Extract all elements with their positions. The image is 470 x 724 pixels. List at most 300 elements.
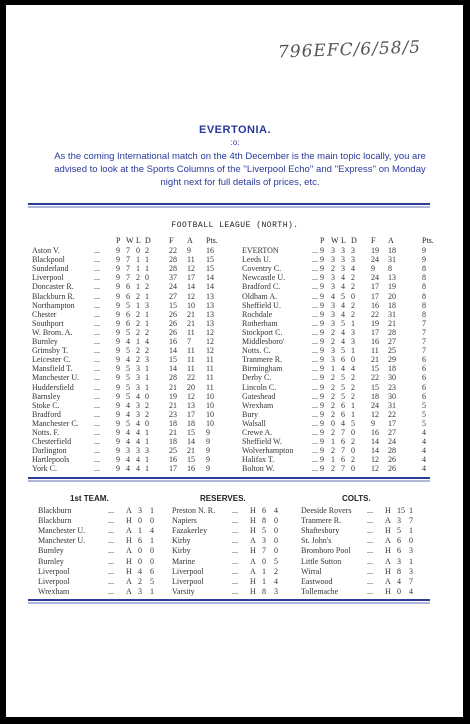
cell-p: 9 [320, 337, 324, 346]
leader-dots: ... [108, 516, 114, 526]
goals-for: 1 [262, 566, 266, 576]
cell-f: 14 [169, 364, 177, 374]
cell-d: 0 [351, 428, 355, 437]
cell-p: 9 [116, 318, 120, 328]
cell-a: 23 [388, 382, 396, 392]
venue: H [250, 586, 256, 596]
fixture-row [172, 577, 292, 587]
cell-w: 7 [126, 264, 130, 274]
opponent: Burnley [38, 546, 64, 556]
cell-p: 9 [320, 291, 324, 301]
fixture-row [172, 557, 292, 567]
team-name: Manchester C. [32, 418, 79, 428]
cell-pts: 8 [422, 291, 426, 301]
cell-a: 15 [187, 428, 195, 437]
table-row [242, 246, 432, 255]
cell-w: 3 [331, 282, 335, 292]
team-name: Birmingham [242, 364, 283, 374]
table-row [32, 273, 222, 282]
cell-f: 21 [169, 382, 177, 392]
table-row [242, 383, 432, 392]
cell-d: 2 [145, 246, 149, 255]
team-name: Bradford [32, 409, 61, 419]
cell-a: 31 [388, 309, 396, 319]
table-row [32, 264, 222, 273]
team-name: Notts. F. [32, 428, 60, 437]
cell-pts: 12 [206, 346, 214, 356]
cell-a: 11 [187, 346, 195, 356]
cell-d: 1 [351, 318, 355, 328]
fixture-row [38, 577, 158, 587]
cell-p: 9 [116, 355, 120, 365]
cell-f: 22 [371, 373, 379, 383]
team-name: Lincoln C. [242, 382, 277, 392]
cell-pts: 6 [422, 373, 426, 383]
opponent: Tranmere R. [301, 516, 342, 526]
leader-dots: ... [232, 566, 238, 576]
cell-l: 4 [136, 391, 140, 401]
opponent: Manchester U. [38, 536, 86, 546]
leader-dots: ... [312, 255, 318, 265]
leader-dots: ... [94, 327, 100, 337]
cell-w: 4 [126, 355, 130, 365]
cell-pts: 9 [206, 446, 210, 456]
table-row [242, 346, 432, 355]
venue: H [385, 526, 391, 536]
cell-d: 2 [351, 437, 355, 447]
cell-f: 16 [371, 300, 379, 310]
fixture-row [301, 516, 421, 526]
team-name: Oldham A. [242, 291, 278, 301]
team-name: Manchester U. [32, 373, 80, 383]
cell-d: 1 [145, 291, 149, 301]
cell-p: 9 [320, 446, 324, 456]
leader-dots: ... [312, 282, 318, 292]
cell-f: 9 [371, 264, 375, 274]
goals-for: 0 [138, 516, 142, 526]
cell-pts: 7 [422, 337, 426, 346]
venue: A [126, 506, 132, 515]
venue: H [250, 506, 256, 515]
fixture-row [172, 506, 292, 516]
cell-l: 3 [341, 255, 345, 265]
cell-pts: 9 [422, 255, 426, 265]
fixture-row [301, 577, 421, 587]
opponent: Burnley [38, 556, 64, 566]
cell-d: 2 [145, 409, 149, 419]
cell-p: 9 [116, 264, 120, 274]
cell-d: 4 [351, 364, 355, 374]
leader-dots: ... [94, 300, 100, 310]
cell-a: 31 [388, 400, 396, 410]
goals-against: 4 [409, 586, 413, 596]
cell-p: 9 [116, 464, 120, 474]
opponent: Bromboro Pool [301, 546, 351, 556]
leader-dots: ... [232, 536, 238, 546]
leader-dots: ... [312, 373, 318, 383]
goals-against: 1 [150, 586, 154, 596]
cell-p: 9 [116, 400, 120, 410]
cell-w: 5 [126, 300, 130, 310]
table-row [242, 255, 432, 264]
cell-w: 7 [126, 246, 130, 255]
team-name: Northampton [32, 300, 75, 310]
goals-for: 0 [262, 556, 266, 566]
cell-p: 9 [320, 464, 324, 474]
goals-for: 15 [397, 506, 405, 515]
cell-w: 4 [126, 409, 130, 419]
leader-dots: ... [312, 382, 318, 392]
cell-l: 3 [341, 246, 345, 255]
section-reserves: RESERVES. [200, 494, 246, 503]
table-row [32, 301, 222, 310]
cell-p: 9 [320, 428, 324, 437]
venue: H [385, 506, 391, 515]
table-row [242, 392, 432, 401]
cell-f: 11 [371, 346, 379, 356]
leader-dots: ... [94, 373, 100, 383]
cell-l: 5 [341, 318, 345, 328]
column-header-l: L [341, 236, 346, 245]
goals-against: 0 [274, 536, 278, 546]
table-row [32, 292, 222, 301]
team-name: Wolverhampton [242, 446, 294, 456]
cell-pts: 14 [206, 282, 214, 292]
cell-p: 9 [320, 373, 324, 383]
goals-against: 1 [150, 536, 154, 546]
cell-p: 9 [320, 409, 324, 419]
cell-w: 2 [331, 409, 335, 419]
fixture-row [301, 536, 421, 546]
team-name: Tranmere R. [242, 355, 283, 365]
cell-pts: 13 [206, 318, 214, 328]
leader-dots: ... [312, 455, 318, 465]
leader-dots: ... [312, 246, 318, 255]
cell-pts: 12 [206, 337, 214, 346]
table-row [242, 310, 432, 319]
goals-for: 2 [138, 576, 142, 586]
leader-dots: ... [312, 400, 318, 410]
team-name: Chesterfield [32, 437, 72, 447]
opponent: Kirby [172, 546, 191, 556]
cell-pts: 5 [422, 409, 426, 419]
cell-d: 2 [351, 391, 355, 401]
team-name: Huddersfield [32, 382, 74, 392]
cell-d: 1 [145, 455, 149, 465]
cell-d: 0 [351, 446, 355, 456]
cell-l: 3 [136, 400, 140, 410]
cell-pts: 4 [422, 446, 426, 456]
table-row [242, 273, 432, 282]
venue: H [385, 586, 391, 596]
leader-dots: ... [312, 337, 318, 346]
cell-pts: 6 [422, 382, 426, 392]
leader-dots: ... [94, 282, 100, 292]
leader-dots: ... [94, 364, 100, 374]
leader-dots: ... [312, 464, 318, 474]
cell-p: 9 [116, 327, 120, 337]
cell-l: 5 [341, 291, 345, 301]
cell-l: 1 [136, 255, 140, 265]
cell-a: 12 [187, 391, 195, 401]
table-row [32, 310, 222, 319]
cell-pts: 11 [206, 373, 214, 383]
cell-f: 21 [169, 428, 177, 437]
leader-dots: ... [232, 506, 238, 515]
leader-dots: ... [108, 556, 114, 566]
table-row [32, 255, 222, 264]
cell-f: 15 [371, 382, 379, 392]
cell-a: 28 [388, 327, 396, 337]
cell-p: 9 [116, 364, 120, 374]
fixture-row [172, 567, 292, 577]
cell-l: 4 [341, 337, 345, 346]
table-row [242, 282, 432, 291]
fixture-row [172, 516, 292, 526]
opponent: Wrexham [38, 586, 70, 596]
cell-l: 4 [341, 300, 345, 310]
cell-w: 2 [331, 391, 335, 401]
cell-p: 9 [116, 418, 120, 428]
venue: A [385, 556, 391, 566]
leader-dots: ... [94, 346, 100, 356]
table-row [32, 246, 222, 255]
team-name: Bradford C. [242, 282, 281, 292]
fixture-row [38, 516, 158, 526]
cell-f: 28 [169, 264, 177, 274]
goals-for: 8 [262, 516, 266, 526]
leader-dots: ... [94, 428, 100, 437]
opponent: Shaftesbury [301, 526, 340, 536]
leader-dots: ... [312, 409, 318, 419]
table-row [32, 419, 222, 428]
cell-p: 9 [116, 428, 120, 437]
cell-f: 27 [169, 291, 177, 301]
venue: A [250, 536, 256, 546]
fixture-row [301, 506, 421, 516]
opponent: Fazakerley [172, 526, 208, 536]
leader-dots: ... [94, 273, 100, 283]
fixture-row [38, 526, 158, 536]
cell-l: 3 [136, 373, 140, 383]
team-name: Halifax T. [242, 455, 275, 465]
cell-a: 21 [388, 318, 396, 328]
cell-l: 4 [136, 455, 140, 465]
cell-f: 19 [371, 318, 379, 328]
cell-a: 21 [187, 446, 195, 456]
table-row [242, 446, 432, 455]
cell-w: 6 [126, 309, 130, 319]
leader-dots: ... [94, 409, 100, 419]
cell-w: 5 [126, 364, 130, 374]
cell-pts: 13 [206, 309, 214, 319]
leader-dots: ... [367, 536, 373, 546]
cell-f: 24 [371, 273, 379, 283]
venue: H [250, 516, 256, 526]
table-row [32, 364, 222, 373]
cell-f: 17 [371, 327, 379, 337]
goals-for: 5 [262, 526, 266, 536]
column-header-d: D [351, 236, 357, 245]
table-row [32, 410, 222, 419]
cell-d: 1 [145, 264, 149, 274]
cell-pts: 10 [206, 409, 214, 419]
team-name: Wrexham [242, 400, 274, 410]
cell-w: 2 [331, 400, 335, 410]
cell-l: 4 [341, 282, 345, 292]
venue: A [126, 586, 132, 596]
cell-f: 26 [169, 318, 177, 328]
cell-a: 27 [388, 428, 396, 437]
cell-p: 9 [320, 364, 324, 374]
cell-pts: 9 [206, 455, 210, 465]
table-row [242, 419, 432, 428]
team-name: Grimsby T. [32, 346, 69, 356]
venue: H [385, 546, 391, 556]
opponent: Blackburn [38, 506, 72, 515]
leader-dots: ... [312, 355, 318, 365]
cell-p: 9 [320, 437, 324, 447]
cell-d: 2 [351, 455, 355, 465]
cell-p: 9 [320, 255, 324, 265]
cell-f: 28 [169, 373, 177, 383]
cell-pts: 4 [422, 455, 426, 465]
cell-w: 5 [126, 327, 130, 337]
cell-d: 1 [351, 400, 355, 410]
column-header-pts: Pts. [422, 236, 434, 245]
table-row [32, 455, 222, 464]
leader-dots: ... [312, 300, 318, 310]
leader-dots: ... [367, 566, 373, 576]
cell-a: 28 [388, 446, 396, 456]
cell-pts: 11 [206, 355, 214, 365]
cell-f: 14 [169, 346, 177, 356]
cell-d: 2 [351, 273, 355, 283]
cell-a: 10 [187, 300, 195, 310]
team-name: Stockport C. [242, 327, 283, 337]
leader-dots: ... [312, 346, 318, 356]
cell-a: 14 [187, 437, 195, 447]
cell-a: 13 [388, 273, 396, 283]
fixture-row [38, 506, 158, 516]
cell-a: 26 [388, 464, 396, 474]
cell-p: 9 [320, 400, 324, 410]
cell-f: 28 [169, 255, 177, 265]
cell-p: 9 [116, 373, 120, 383]
table-row [32, 383, 222, 392]
cell-pts: 8 [422, 273, 426, 283]
fixture-row [301, 587, 421, 597]
cell-l: 7 [341, 428, 345, 437]
cell-d: 1 [145, 373, 149, 383]
venue: H [126, 566, 132, 576]
cell-f: 23 [169, 409, 177, 419]
section-colts: COLTS. [342, 494, 371, 503]
team-name: Walsall [242, 418, 266, 428]
goals-against: 1 [409, 506, 413, 515]
column-header-pts: Pts. [206, 236, 218, 245]
cell-a: 31 [388, 255, 396, 265]
cell-w: 3 [331, 355, 335, 365]
table-row [242, 355, 432, 364]
cell-a: 20 [187, 382, 195, 392]
venue: A [126, 546, 132, 556]
cell-a: 22 [187, 373, 195, 383]
cell-pts: 10 [206, 391, 214, 401]
table-row [242, 455, 432, 464]
cell-l: 4 [341, 309, 345, 319]
cell-p: 9 [116, 382, 120, 392]
cell-w: 2 [331, 327, 335, 337]
goals-against: 4 [150, 526, 154, 536]
team-name: Coventry C. [242, 264, 282, 274]
cell-pts: 4 [422, 464, 426, 474]
cell-d: 3 [351, 255, 355, 265]
cell-d: 0 [351, 464, 355, 474]
cell-a: 14 [187, 282, 195, 292]
cell-a: 11 [187, 327, 195, 337]
cell-d: 2 [145, 327, 149, 337]
leader-dots: ... [312, 273, 318, 283]
cell-l: 1 [136, 337, 140, 346]
cell-w: 4 [126, 464, 130, 474]
fixture-row [38, 546, 158, 556]
leader-dots: ... [367, 546, 373, 556]
leader-dots: ... [312, 418, 318, 428]
cell-l: 4 [341, 364, 345, 374]
cell-pts: 5 [422, 400, 426, 410]
cell-pts: 11 [206, 382, 214, 392]
leader-dots: ... [108, 506, 114, 515]
team-name: Derby C. [242, 373, 272, 383]
leader-dots: ... [312, 309, 318, 319]
opponent: Tollemache [301, 586, 339, 596]
team-name: Mansfield T. [32, 364, 73, 374]
cell-w: 2 [331, 464, 335, 474]
table-row [32, 373, 222, 382]
cell-a: 19 [388, 282, 396, 292]
table-row [242, 401, 432, 410]
cell-pts: 8 [422, 264, 426, 274]
cell-a: 13 [187, 400, 195, 410]
cell-f: 24 [371, 255, 379, 265]
cell-f: 16 [371, 337, 379, 346]
goals-against: 0 [409, 536, 413, 546]
opponent: St. John's [301, 536, 332, 546]
leader-dots: ... [312, 291, 318, 301]
cell-a: 24 [388, 437, 396, 447]
fixture-row [38, 567, 158, 577]
cell-a: 12 [187, 264, 195, 274]
cell-l: 5 [341, 373, 345, 383]
column-header-w: W [126, 236, 134, 245]
venue: A [385, 576, 391, 586]
leader-dots: ... [108, 536, 114, 546]
cell-d: 4 [145, 337, 149, 346]
cell-p: 9 [116, 309, 120, 319]
goals-against: 3 [409, 546, 413, 556]
team-name: Southport [32, 318, 64, 328]
cell-d: 2 [351, 300, 355, 310]
leader-dots: ... [232, 576, 238, 586]
team-name: Darlington [32, 446, 67, 456]
cell-pts: 12 [206, 327, 214, 337]
fixture-row [301, 546, 421, 556]
leader-dots: ... [94, 318, 100, 328]
leader-dots: ... [312, 264, 318, 274]
cell-a: 18 [187, 418, 195, 428]
cell-l: 0 [136, 246, 140, 255]
